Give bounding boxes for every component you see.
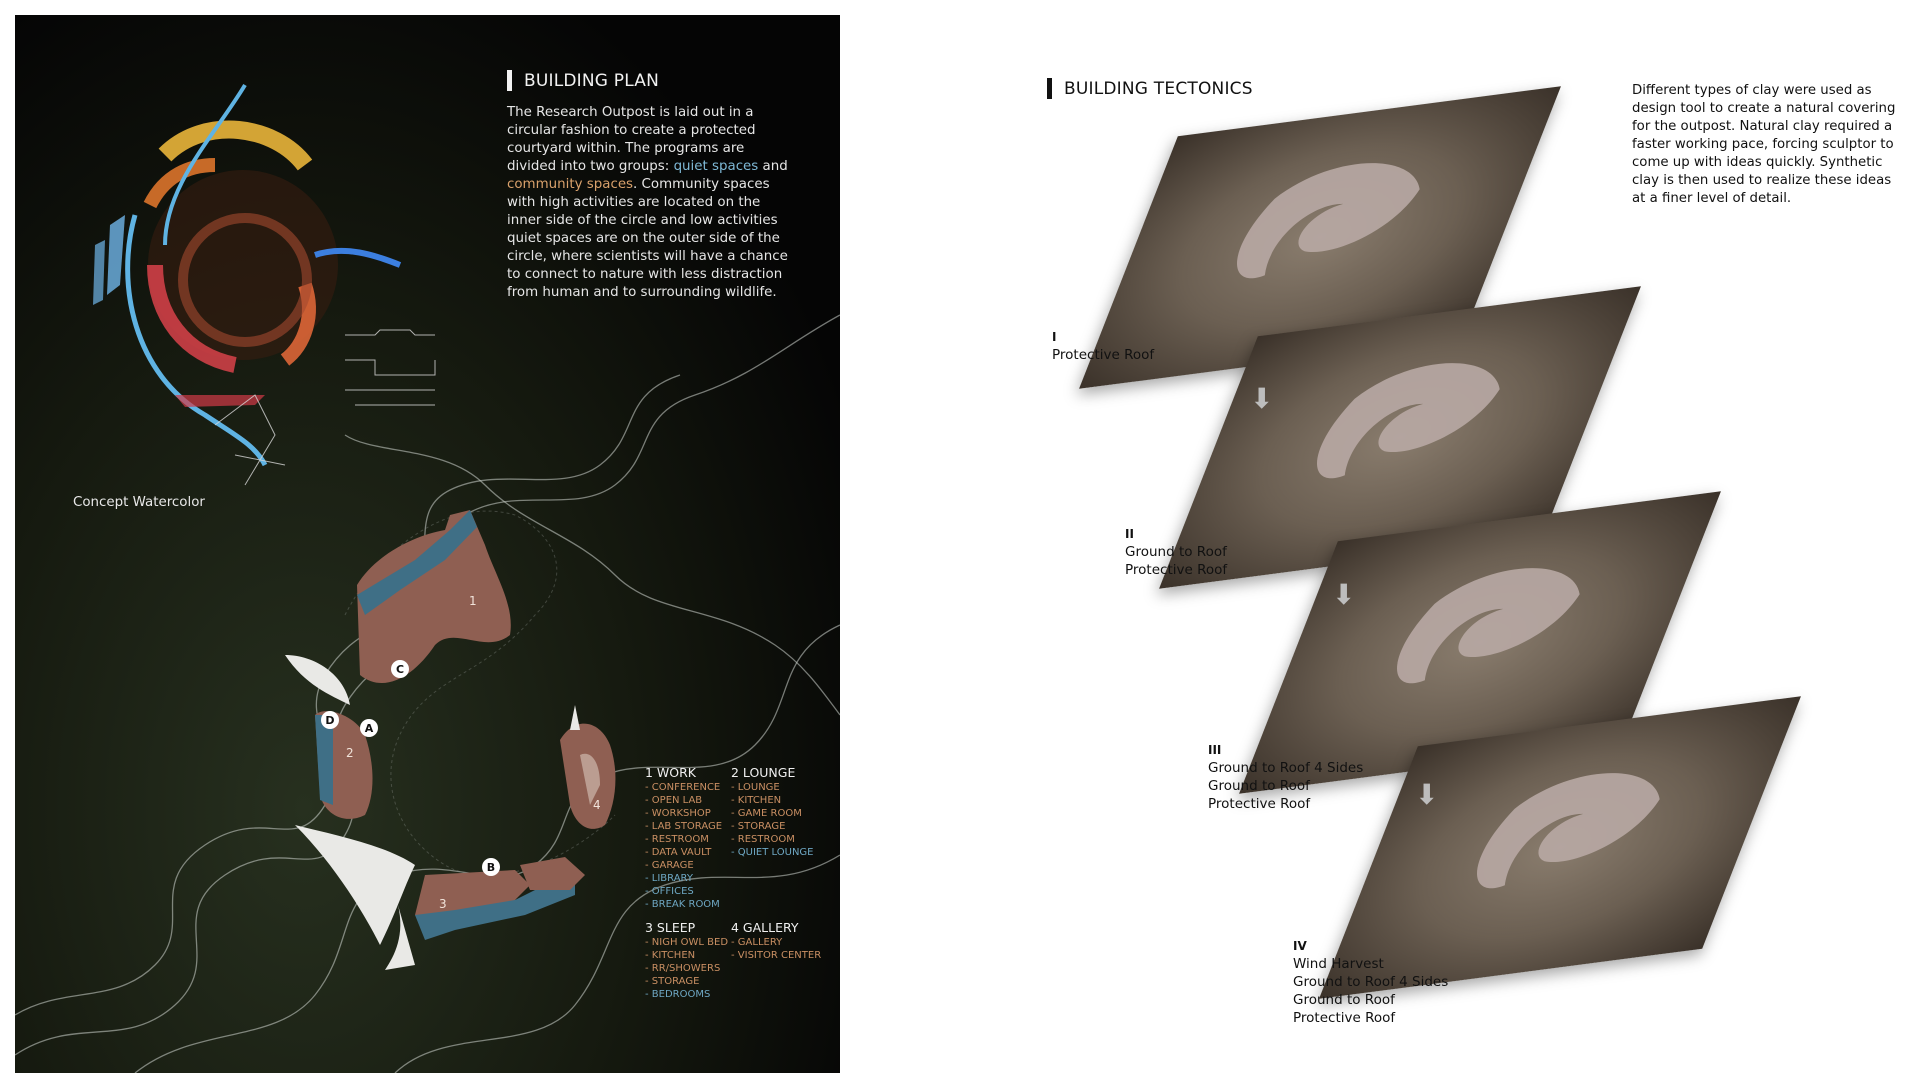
legend-item: - STORAGE [645,976,700,987]
legend-item: - KITCHEN [731,795,782,806]
svg-text:B: B [486,861,496,874]
legend-work [645,765,722,911]
legend-item: - LIBRARY [645,873,693,884]
legend-item: - LOUNGE [731,782,780,793]
marker-b [482,858,500,876]
step-line: Protective Roof [1208,796,1311,812]
legend-item: - RESTROOM [645,834,709,845]
building-4 [560,724,615,829]
legend-item: - CONFERENCE [645,782,721,793]
legend-items [731,781,814,859]
marker-a [360,719,378,737]
legend-item: - RESTROOM [731,834,795,845]
legend-item: - OFFICES [645,886,694,897]
step-numeral: III [1208,743,1222,757]
building-plan-heading [507,70,659,91]
legend-items [645,781,722,911]
building-plan-panel [15,15,840,1073]
legend-item: - STORAGE [731,821,786,832]
legend-item: - OPEN LAB [645,795,703,806]
step-line: Wind Harvest [1293,956,1384,972]
para-text-1: The Research Outpost is laid out in a circular fashion to create a protected courtyard within. The programs are divided into two groups: [507,105,756,174]
step-line: Ground to Roof 4 Sides [1293,974,1449,990]
zone-number-1: 1 [469,594,477,608]
building-plan-title: BUILDING PLAN [524,70,660,91]
legend-title: 3 SLEEP [645,920,696,935]
legend-item: - NIGH OWL BED [645,937,729,948]
quiet-spaces-term: quiet spaces [673,159,759,174]
legend-item: - VISITOR CENTER [731,950,822,961]
zone-number-4: 4 [593,798,601,812]
legend-item: - KITCHEN [645,950,696,961]
marker-c [391,660,409,678]
svg-text:C: C [395,663,405,676]
down-arrow-icon: ⬇ [1415,778,1439,811]
step-line: Ground to Roof 4 Sides [1208,760,1364,776]
down-arrow-icon: ⬇ [1250,382,1274,415]
legend-lounge [731,765,814,859]
legend-item: - QUIET LOUNGE [731,847,814,858]
step-numeral: II [1125,527,1134,541]
para-text-3: . Community spaces with high activities are located on the inner side of the circle and low activities quiet spaces are on the outer side of the circle, where scientists will have a chance to connect to nature with less distraction from human and to surrounding wildlife. [507,177,788,300]
legend-item: - WORKSHOP [645,808,711,819]
para-text-2: and [762,159,788,174]
legend-item: - BEDROOMS [645,989,711,1000]
legend-item: - LAB STORAGE [645,821,723,832]
step-2-label [1125,525,1227,579]
legend-title: 2 LOUNGE [731,765,796,780]
concept-watercolor [93,85,435,485]
building-tectonics-heading [1047,78,1253,99]
step-line: Ground to Roof [1293,992,1395,1008]
legend-title: 1 WORK [645,765,697,780]
heading-bar [507,70,512,91]
legend-item: - GARAGE [645,860,694,871]
marker-d [321,711,339,729]
legend-gallery [731,920,821,962]
legend-item: - DATA VAULT [645,847,712,858]
legend-items [645,936,728,1001]
legend-item: - GALLERY [731,937,783,948]
svg-text:D: D [325,714,335,727]
step-line: Ground to Roof [1125,544,1227,560]
step-line: Protective Roof [1052,347,1155,363]
community-spaces-term: community spaces [507,177,634,192]
building-plan-description [507,104,797,302]
zone-number-2: 2 [346,746,354,760]
step-numeral: IV [1293,939,1307,953]
building-1 [357,510,511,683]
building-tectonics-description: Different types of clay were used as design tool to create a natural covering for the outpost. Natural clay required a faster working pace, forcing sculptor to come up with ideas quickly. Synthetic clay is then used to realize these ideas at a finer level of detail. [1632,83,1896,206]
step-line: Protective Roof [1125,562,1228,578]
legend-items [731,936,821,962]
heading-bar [1047,78,1052,99]
legend-title: 4 GALLERY [731,920,799,935]
legend-item: - RR/SHOWERS [645,963,721,974]
step-3-label [1208,741,1363,813]
step-numeral: I [1052,330,1057,344]
down-arrow-icon: ⬇ [1332,578,1356,611]
step-1-label [1052,328,1154,364]
legend-item: - BREAK ROOM [645,899,720,910]
legend-sleep [645,920,728,1001]
concept-watercolor-label: Concept Watercolor [73,495,205,510]
legend-item: - GAME ROOM [731,808,802,819]
zone-number-3: 3 [439,897,447,911]
step-line: Protective Roof [1293,1010,1396,1026]
step-4-label [1293,937,1448,1027]
svg-text:A: A [364,722,374,735]
building-tectonics-title: BUILDING TECTONICS [1064,78,1253,99]
step-line: Ground to Roof [1208,778,1310,794]
